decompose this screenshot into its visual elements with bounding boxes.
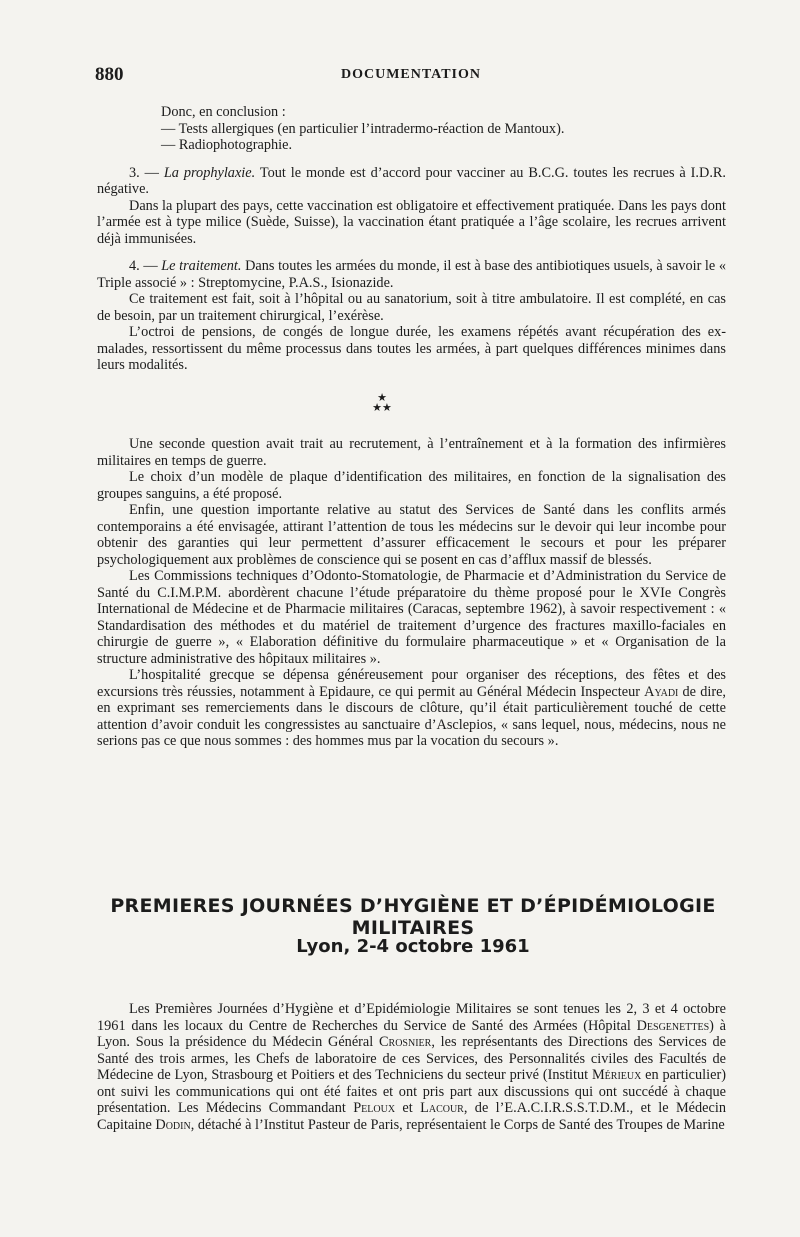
paragraph-journees: [97, 1001, 726, 1133]
name-merieux: Mérieux: [591, 1067, 642, 1083]
prophylaxie-label: La prophylaxie.: [163, 164, 256, 181]
traitement-text: Dans toutes les armées du monde, il est à base des antibiotiques usuels, à savoir le « Triple associé » : Streptomycine, P.A.S., Isionazide.: [97, 258, 727, 291]
name-desgenettes: Desgenettes: [636, 1017, 710, 1034]
page-number: 880: [95, 64, 124, 85]
paragraph-commissions: Les Commissions techniques d’Odonto-Stomatologie, de Pharmacie et d’Administration du Service de Santé du C.I.M.P.M. abordèrent chacune l’étude préparatoire du thème proposé pour le XVIe Congrès International de Médecine et de Pharmacie militaires (Caracas, septembre 1962), à savoir respectivement : « Standardisation des méthodes et du matériel de traitement d’urgence des fractures maxillo-faciales en chirurgie de guerre », « Elaboration définitive du formulaire pharmaceutique » et « Organisation de la structure administrative des hôpitaux militaires ».: [97, 568, 726, 667]
conclusion-item-1: — Tests allergiques (en particulier l’intradermo-réaction de Mantoux).: [161, 120, 565, 137]
paragraph-plaque: Le choix d’un modèle de plaque d’identification des militaires, en fonction de la signalisation des groupes sanguins, a été proposé.: [97, 469, 726, 502]
journees-text-2: ) à Lyon. Sous la présidence du Médecin Général: [97, 1017, 726, 1050]
paragraph-vaccination: Dans la plupart des pays, cette vaccination est obligatoire et effectivement pratiquée. Dans les pays dont l’armée est à type milice (Suède, Suisse), la vaccination étant pratiquée a l’âge scolaire, les recrues arrivent déjà immunisées.: [97, 197, 726, 247]
paragraph-hospitalite: [97, 667, 726, 750]
conclusion-intro: Donc, en conclusion :: [161, 104, 286, 120]
section-subtitle: Lyon, 2-4 octobre 1961: [296, 936, 530, 957]
section-separator-stars: [370, 393, 394, 415]
item-number-3: 3. —: [129, 164, 159, 181]
page-header: [95, 64, 727, 88]
name-lacour: Lacour: [420, 1100, 464, 1116]
paragraph-infirmieres: Une seconde question avait trait au recrutement, à l’entraînement et à la formation des infirmières militaires en temps de guerre.: [97, 436, 726, 469]
paragraph-pensions: L’octroi de pensions, de congés de longue durée, les examens répétés avant récupération des ex-malades, ressortissent du même processus dans toutes les armées, à part quelques différences minimes dans leurs modalités.: [97, 324, 726, 373]
top-section: [97, 104, 726, 374]
star-bottom-pair: ★★: [372, 402, 392, 414]
name-peloux: Peloux: [353, 1100, 396, 1116]
journees-text-4: en particulier) ont suivi les communications qui ont été faites et ont pris part aux discussions qui ont succédé à chaque présentation. Les Médecins Commandant: [97, 1067, 726, 1116]
name-dodin: Dodin: [155, 1116, 191, 1133]
journees-text-5: et: [395, 1100, 421, 1116]
name-ayadi: Ayadi: [644, 683, 679, 700]
running-title: DOCUMENTATION: [340, 67, 482, 82]
paragraph-statut: Enfin, une question importante relative au statut des Services de Santé dans les conflits armés contemporains a été envisagée, attirant l’attention de tous les médecins sur le devoir qui leur incombe pour obtenir des garanties qui leur permettent d’assurer efficacement le secours et pour les préparer psychologiquement aux problèmes de conscience qui se posent en cas d’afflux massif de blessés.: [97, 502, 726, 568]
section-body: [97, 1001, 726, 1133]
name-crosnier: Crosnier: [378, 1034, 432, 1050]
section-title: PREMIERES JOURNÉES D’HYGIÈNE ET D’ÉPIDÉMIOLOGIE MILITAIRES: [110, 895, 716, 939]
journees-text-6: , de l’E.A.C.I.R.S.S.T.D.M., et le Médecin Capitaine: [97, 1100, 726, 1133]
item-number-4: 4. —: [129, 258, 158, 274]
traitement-label: Le traitement.: [161, 258, 242, 274]
journees-text-7: , détaché à l’Institut Pasteur de Paris, représentaient le Corps de Santé des Troupes de Marine: [190, 1116, 725, 1133]
conclusion-item-2: — Radiophotographie.: [161, 137, 293, 153]
journees-text-3: , les représentants des Directions des Services de Santé des trois armes, les Chefs de laboratoire de ces Services, des Personnalités civiles des Facultés de Médecine de Lyon, Strasbourg et Poitiers et des Techniciens du secteur privé (Institut: [97, 1034, 726, 1083]
middle-section: [97, 436, 726, 750]
prophylaxie-text: Tout le monde est d’accord pour vacciner au B.C.G. toutes les recrues à I.D.R. négative.: [97, 164, 727, 197]
paragraph-traitement-lieu: Ce traitement est fait, soit à l’hôpital ou au sanatorium, soit à titre ambulatoire. Il est complété, en cas de besoin, par un traitement chirurgical, l’exérèse.: [97, 291, 726, 324]
paragraph-traitement: [97, 258, 726, 291]
paragraph-prophylaxie: [97, 165, 726, 198]
star-top: ★: [377, 392, 387, 404]
hospitalite-text-a: L’hospitalité grecque se dépensa généreusement pour organiser des réceptions, des fêtes et des excursions très réussies, notamment à Epidaure, ce qui permit au Général Médecin Inspecteur: [97, 667, 726, 700]
hospitalite-text-b: de dire, en exprimant ses remerciements dans le discours de clôture, qu’il était particulièrement touché de cette attention d’avoir conduit les congressistes au sanctuaire d’Asclepios, « sans lequel, nous, médecins, nous ne serions pas ce que nous sommes : des hommes mus par la vocation du secours ».: [97, 683, 726, 749]
journees-text-1: Les Premières Journées d’Hygiène et d’Epidémiologie Militaires se sont tenues les 2, 3 et 4 octobre 1961 dans les locaux du Centre de Recherches du Service de Santé des Armées (Hôpital: [97, 1001, 726, 1034]
